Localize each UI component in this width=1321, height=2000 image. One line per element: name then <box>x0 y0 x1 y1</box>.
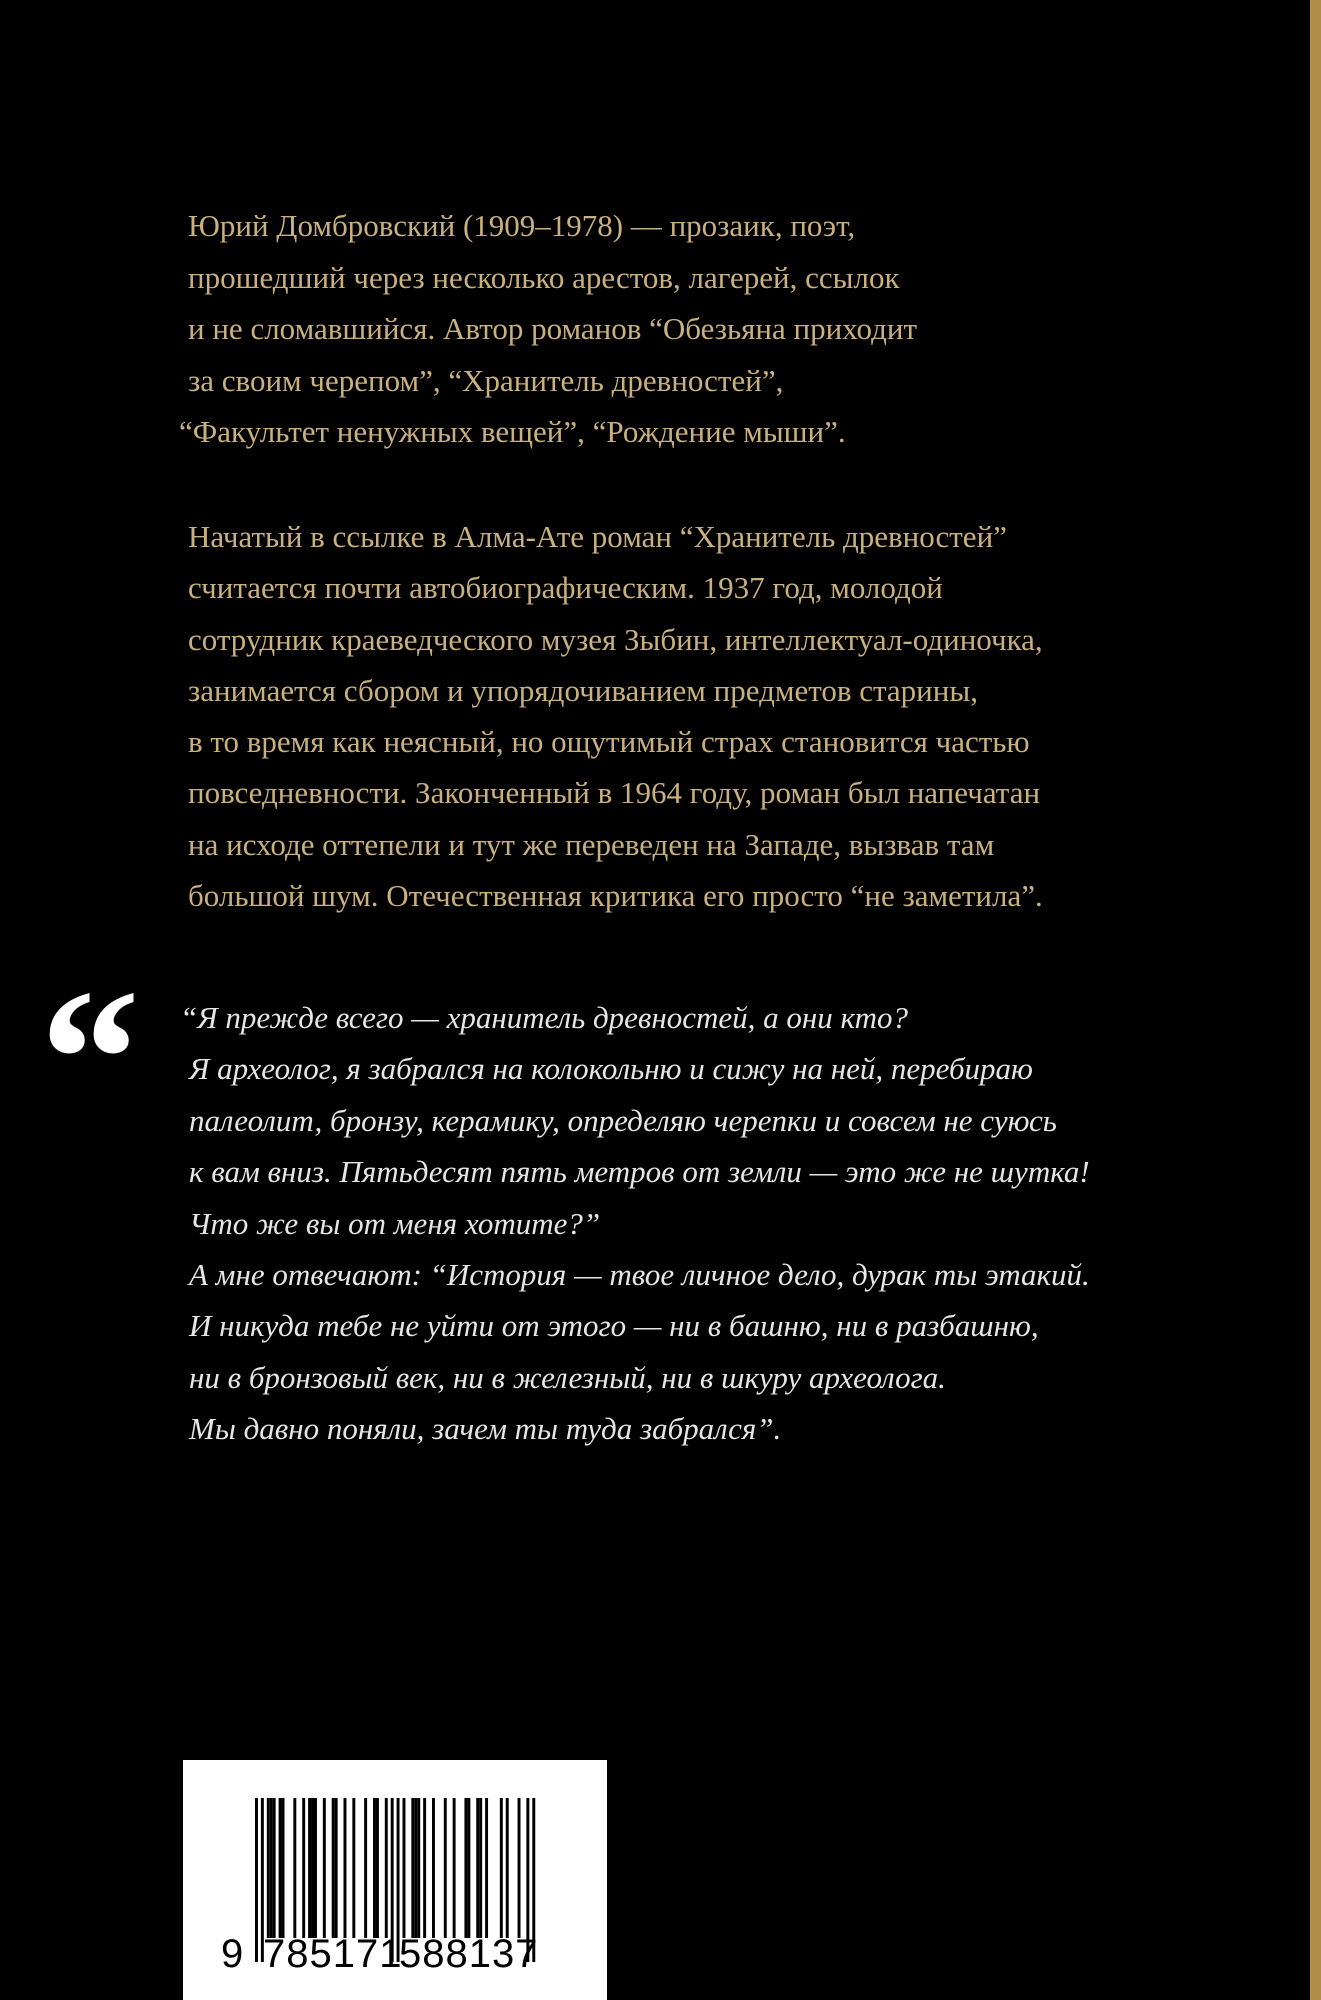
synopsis-line: на исходе оттепели и тут же переведен на Западе, вызвав там <box>188 826 995 862</box>
excerpt-line: ни в бронзовый век, ни в железный, ни в шкуру археолога. <box>189 1359 946 1395</box>
synopsis-line: большой шум. Отечественная критика его просто “не заметила”. <box>188 878 1043 914</box>
bio-line: прошедший через несколько арестов, лагерей, ссылок <box>188 259 900 295</box>
barcode-bar <box>332 1798 335 1938</box>
barcode-bar <box>444 1798 447 1938</box>
excerpt-line: палеолит, бронзу, керамику, определяю черепки и совсем не суюсь <box>189 1102 1057 1138</box>
book-synopsis <box>188 511 1268 921</box>
barcode-bar <box>423 1798 426 1938</box>
barcode-bar <box>293 1798 296 1938</box>
synopsis-line: считается почти автобиографическим. 1937 год, молодой <box>188 570 943 606</box>
barcode-bar <box>376 1798 379 1938</box>
quote-mark-icon: “ <box>40 949 140 1170</box>
barcode-bar <box>308 1798 311 1938</box>
bio-line: за своим черепом”, “Хранитель древностей”, <box>188 362 784 398</box>
excerpt-line: И никуда тебе не уйти от этого — ни в башню, ни в разбашню, <box>189 1308 1039 1344</box>
barcode-bar <box>432 1798 435 1938</box>
synopsis-line: повседневности. Законченный в 1964 году, роман был напечатан <box>188 775 1041 811</box>
bio-line: и не сломавшийся. Автор романов “Обезьяна приходит <box>188 311 918 346</box>
barcode-bar <box>518 1798 521 1938</box>
barcode-bar <box>267 1798 270 1938</box>
barcode-bar <box>506 1798 509 1938</box>
excerpt-line: Мы давно поняли, зачем ты туда забрался”. <box>189 1411 782 1447</box>
bio-line: “Факультет ненужных вещей”, “Рождение мыши”. <box>179 414 846 449</box>
barcode-bar <box>411 1798 414 1938</box>
barcode-lead-digit: 9 <box>221 1932 244 1976</box>
barcode-bar <box>500 1798 503 1938</box>
excerpt-line: к вам вниз. Пятьдесят пять метров от земли — это же не шутка! <box>189 1154 1090 1190</box>
barcode-bar <box>417 1798 420 1938</box>
barcode-right-group: 588137 <box>399 1932 539 1976</box>
barcode-bar <box>385 1798 388 1938</box>
barcode-bar <box>311 1798 314 1938</box>
barcode-bar <box>255 1798 258 1962</box>
barcode-bar <box>335 1798 338 1938</box>
barcode-bar <box>476 1798 479 1938</box>
author-bio <box>179 200 1228 458</box>
barcode-bar <box>485 1798 488 1938</box>
barcode-bar <box>273 1798 276 1938</box>
isbn-barcode <box>183 1760 607 2000</box>
bio-line: Юрий Домбровский (1909–1978) — прозаик, поэт, <box>188 208 856 243</box>
barcode-bar <box>352 1798 355 1938</box>
excerpt-line: Что же вы от меня хотите?” <box>189 1205 601 1241</box>
barcode-bar <box>344 1798 347 1938</box>
barcode-bar <box>282 1798 285 1938</box>
barcode-bar <box>403 1798 406 1938</box>
spine-edge <box>1310 0 1321 2000</box>
barcode-left-group: 785171 <box>263 1932 403 1976</box>
book-excerpt <box>180 992 1260 1455</box>
barcode-bar <box>414 1798 417 1938</box>
excerpt-line: А мне отвечают: “История — твое личное дело, дурак ты этакий. <box>189 1257 1090 1293</box>
synopsis-line: занимается сбором и упорядочиванием предметов старины, <box>188 672 978 708</box>
barcode-bar <box>453 1798 456 1938</box>
barcode-bar <box>464 1798 467 1938</box>
excerpt-line: Я археолог, я забрался на колокольню и сижу на ней, перебираю <box>189 1051 1033 1087</box>
barcode-bar <box>270 1798 273 1938</box>
barcode-bar <box>364 1798 367 1938</box>
synopsis-line: сотрудник краеведческого музея Зыбин, интеллектуал-одиночка, <box>188 621 1043 657</box>
barcode-bar <box>314 1798 317 1938</box>
barcode-bar <box>279 1798 282 1938</box>
barcode-bar <box>479 1798 482 1938</box>
excerpt-line: “Я прежде всего — хранитель древностей, а они кто? <box>180 1000 909 1035</box>
synopsis-line: в то время как неясный, но ощутимый страх становится частью <box>188 724 1030 760</box>
barcode-bar <box>323 1798 326 1938</box>
barcode-bar <box>467 1798 470 1938</box>
barcode-bar <box>302 1798 305 1938</box>
barcode-bar <box>373 1798 376 1938</box>
synopsis-line: Начатый в ссылке в Алма-Ате роман “Хранитель древностей” <box>188 519 1007 554</box>
